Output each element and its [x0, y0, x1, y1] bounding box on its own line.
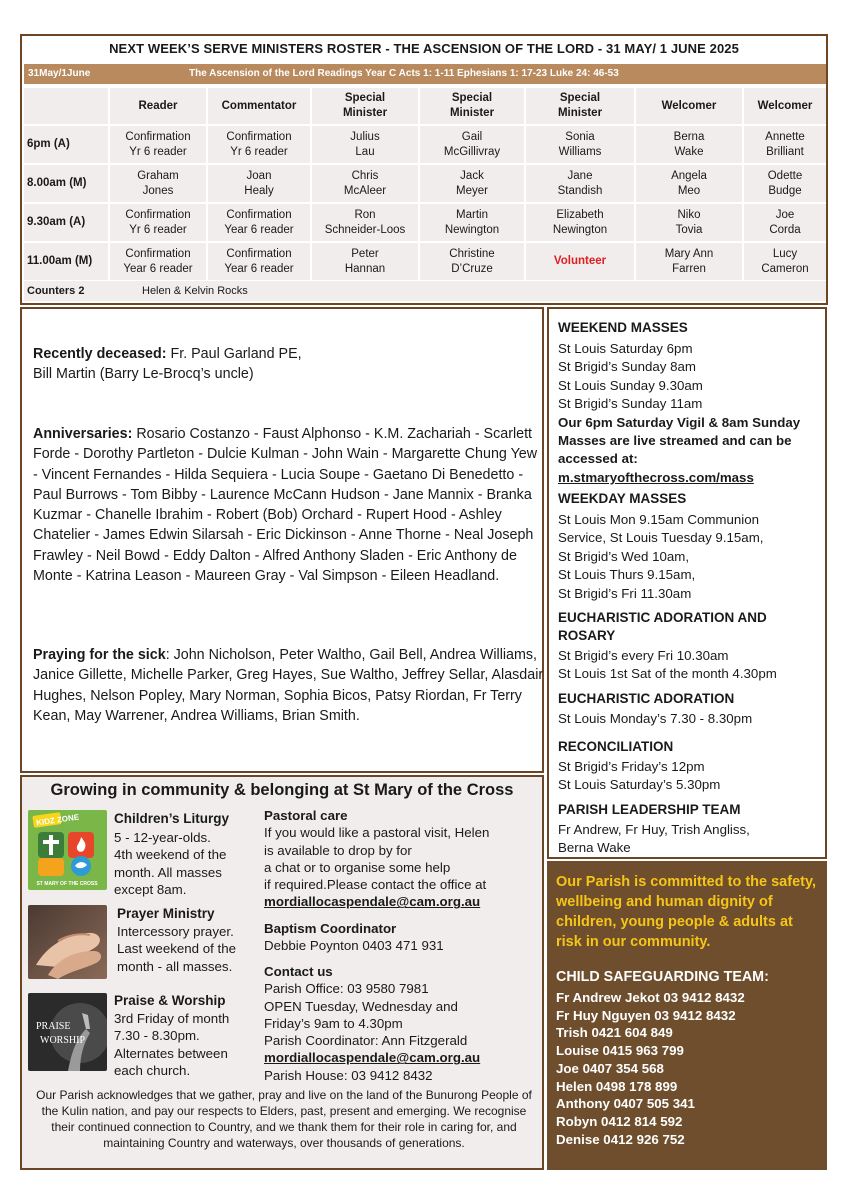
adoration-rosary-list: St Brigid’s every Fri 10.30am St Louis 1st Sat of the month 4.30pm [558, 648, 777, 682]
roster-cell: Confirmation Yr 6 reader [108, 126, 206, 163]
sick-label: Praying for the sick [33, 647, 166, 663]
roster-cell: Confirmation Yr 6 reader [206, 126, 310, 163]
anniversaries: Anniversaries: Rosario Costanzo - Faust Alphonso - K.M. Zachariah - Scarlett Forde - Dorothy Partleton - Dulcie Kulman - John Wain - Margarette Chung Yew - Vincent Fernandes - Hilda Sequiera - Lucia Soupe - Gaetano Di Benedetto - Paul Burrows - Tom Bibby - Laurence McCann Hudson - Jane Mannix - Branka Kuzmar - Chanelle Ibrahim - Robert (Bob) Orchard - Rupert Hood - Ashley Chatelier - James Edwin Silarsah - Eric Dickinson - Anne Thorne - Neal Joseph Frawley - Neil Bowd - Eddy Dalton - Alfred Anthony Sladen - Eric Anthony de Monte - Katrina Leason - Maureen Gray - Val Simpson - Eileen Headland. [33, 426, 538, 585]
community-box [20, 775, 544, 1170]
childrens-liturgy-text: 5 - 12-year-olds. 4th weekend of the month. All masses except 8am. [114, 830, 227, 897]
roster-cell: Chris McAleer [310, 165, 418, 202]
counters-label: Counters 2 [27, 285, 85, 297]
roster-title: NEXT WEEK’S SERVE MINISTERS ROSTER - THE ASCENSION OF THE LORD - 31 MAY/ 1 JUNE 2025 [109, 41, 739, 56]
pastoral-care-heading: Pastoral care [264, 808, 348, 823]
pastoral-care: Pastoral care If you would like a pastoral visit, Helen is available to drop by for a chat or to organise some help if required.Please contact the office at mordiallocaspendale@cam.org.au [264, 807, 544, 911]
adoration-time: St Louis Monday’s 7.30 - 8.30pm [558, 711, 753, 726]
roster-corner [24, 88, 108, 124]
table-row [24, 204, 826, 241]
counters-value: Helen & Kelvin Rocks [142, 285, 248, 297]
table-row [24, 165, 826, 202]
roster-cell: Christine D’Cruze [418, 243, 524, 280]
reconciliation-list: St Brigid’s Friday’s 12pm St Louis Saturday’s 5.30pm [558, 759, 721, 793]
roster-cell-volunteer: Volunteer [524, 243, 634, 280]
col-header-reader: Reader [108, 88, 206, 124]
roster-cell: Joe Corda [742, 204, 826, 241]
contact-heading: Contact us [264, 964, 333, 979]
reconciliation-heading: RECONCILIATION [558, 739, 674, 754]
list-item: Fr Andrew Jekot 03 9412 8432 [556, 990, 745, 1005]
roster-cell: Berna Wake [634, 126, 742, 163]
leadership-heading: PARISH LEADERSHIP TEAM [558, 802, 741, 817]
roster-cell: Julius Lau [310, 126, 418, 163]
leadership-list: Fr Andrew, Fr Huy, Trish Angliss, Berna Wake [558, 822, 750, 856]
roster-date: 31May/1June [28, 68, 91, 79]
roster-cell: Ron Schneider-Loos [310, 204, 418, 241]
roster-cell: Peter Hannan [310, 243, 418, 280]
safeguarding-box [547, 861, 827, 1170]
weekday-masses-heading: WEEKDAY MASSES [558, 491, 687, 506]
table-row [24, 126, 826, 163]
list-item: Denise 0412 926 752 [556, 1131, 685, 1147]
praise-worship-image [28, 993, 107, 1071]
row-time: 9.30am (A) [27, 216, 86, 228]
row-time: 11.00am (M) [27, 255, 93, 267]
svg-text:WORSHIP: WORSHIP [40, 1035, 86, 1046]
roster-cell: Confirmation Year 6 reader [206, 243, 310, 280]
praying-for-sick: Praying for the sick: John Nicholson, Peter Waltho, Gail Bell, Andrea Williams, Janice Gillette, Michelle Parker, Greg Hayes, Sue Waltho, Jeffrey Sellar, Alasdair Hughes, Nelson Popley, Mary Norman, Sophia Bicos, Patsy Riordan, Fr Terry Kean, May Warrener, Andrea Williams, Brian Smith. [33, 647, 544, 724]
prayer-ministry-heading: Prayer Ministry [117, 906, 215, 921]
svg-text:PRAISE: PRAISE [36, 1021, 71, 1032]
adoration-heading: EUCHARISTIC ADORATION [558, 691, 735, 706]
adoration-rosary-heading: EUCHARISTIC ADORATION AND ROSARY [558, 610, 767, 643]
roster-cell: Lucy Cameron [742, 243, 826, 280]
roster-cell: Graham Jones [108, 165, 206, 202]
roster-cell: Gail McGillivray [418, 126, 524, 163]
list-item: Anthony 0407 505 341 [556, 1096, 695, 1112]
roster-cell: Elizabeth Newington [524, 204, 634, 241]
list-item: Helen 0498 178 899 [556, 1078, 678, 1094]
col-header-special-minister-1: Special Minister [310, 88, 418, 124]
safeguarding-team-heading: CHILD SAFEGUARDING TEAM: [556, 969, 769, 985]
baptism-heading: Baptism Coordinator [264, 921, 397, 936]
contact-us: Contact us Parish Office: 03 9580 7981 OPEN Tuesday, Wednesday and Friday’s 9am to 4.30pm Parish Coordinator: Ann Fitzgerald mordiallocaspendale@cam.org.au Parish House: 03 9412 8432 [264, 963, 544, 1084]
svg-text:KIDZ ZONE: KIDZ ZONE [35, 812, 80, 828]
col-header-special-minister-3: Special Minister [524, 88, 634, 124]
roster-cell: Confirmation Yr 6 reader [108, 204, 206, 241]
roster-cell: Jane Standish [524, 165, 634, 202]
row-time: 8.00am (M) [27, 177, 87, 189]
table-row [24, 243, 826, 280]
list-item: Robyn 0412 814 592 [556, 1113, 683, 1129]
col-header-commentator: Commentator [206, 88, 310, 124]
roster-cell: Jack Meyer [418, 165, 524, 202]
roster-cell: Confirmation Year 6 reader [108, 243, 206, 280]
col-header-special-minister-2: Special Minister [418, 88, 524, 124]
childrens-liturgy-heading: Children’s Liturgy [114, 811, 230, 826]
row-time: 6pm (A) [27, 138, 70, 150]
roster-cell: Niko Tovia [634, 204, 742, 241]
roster-cell: Mary Ann Farren [634, 243, 742, 280]
weekend-masses-list: St Louis Saturday 6pm St Brigid’s Sunday 8am St Louis Sunday 9.30am St Brigid’s Sunday 11am Our 6pm Saturday Vigil & 8am Sunday Masses are live streamed and can be accessed at: m.stmaryofthecross.com/mass [558, 340, 823, 487]
list-item: Trish 0421 604 849 [556, 1025, 673, 1041]
roster-cell: Annette Brilliant [742, 126, 826, 163]
roster-cell: Joan Healy [206, 165, 310, 202]
list-item: Louise 0415 963 799 [556, 1043, 684, 1059]
roster-readings: The Ascension of the Lord Readings Year C Acts 1: 1-11 Ephesians 1: 17-23 Luke 24: 46-53 [189, 68, 619, 79]
weekend-masses-heading: WEEKEND MASSES [558, 320, 688, 335]
roster-readings-bar [24, 64, 826, 84]
livestream-note: Our 6pm Saturday Vigil & 8am Sunday Masses are live streamed and can be accessed at: [558, 414, 801, 467]
masses-box [547, 307, 827, 859]
safeguarding-team-list [556, 989, 745, 1148]
livestream-link[interactable]: m.stmaryofthecross.com/mass [558, 469, 754, 485]
prayer-hands-image [28, 905, 107, 979]
roster-cell: Confirmation Year 6 reader [206, 204, 310, 241]
contact-email-link[interactable]: mordiallocaspendale@cam.org.au [264, 1050, 481, 1066]
roster-table [20, 34, 828, 305]
col-header-welcomer-1: Welcomer [634, 88, 742, 124]
svg-text:ST MARY OF THE CROSS: ST MARY OF THE CROSS [36, 881, 98, 887]
roster-cell: Angela Meo [634, 165, 742, 202]
praise-worship-text: 3rd Friday of month 7.30 - 8.30pm. Alternates between each church. [114, 1011, 230, 1078]
counters-row [24, 281, 826, 301]
list-item: Joe 0407 354 568 [556, 1060, 664, 1076]
roster-cell: Sonia Williams [524, 126, 634, 163]
roster-cell: Odette Budge [742, 165, 826, 202]
country-acknowledgement: Our Parish acknowledges that we gather, pray and live on the land of the Bunurong People of the Kulin nation, and pay our respects to Elders, past, present and emerging. We recognise their continued connection to Country, and we thank them for their role in caring for, and maintaining Country and waterways, over thousands of generations. [36, 1088, 532, 1150]
baptism-coordinator: Baptism Coordinator Debbie Poynton 0403 471 931 [264, 921, 444, 954]
anniversaries-label: Anniversaries: [33, 426, 133, 442]
list-item: Fr Huy Nguyen 03 9412 8432 [556, 1007, 736, 1023]
roster-header-row [24, 88, 826, 124]
community-title: Growing in community & belonging at St Mary of the Cross [50, 781, 514, 799]
pastoral-email-link[interactable]: mordiallocaspendale@cam.org.au [264, 894, 481, 910]
roster-cell: Martin Newington [418, 204, 524, 241]
prayer-ministry-text: Intercessory prayer. Last weekend of the month - all masses. [117, 924, 237, 974]
praise-worship-heading: Praise & Worship [114, 993, 226, 1008]
weekday-masses-list: St Louis Mon 9.15am Communion Service, St Louis Tuesday 9.15am, St Brigid’s Wed 10am, St Louis Thurs 9.15am, St Brigid’s Fri 11.30am [558, 512, 764, 601]
notices-box [20, 307, 544, 773]
col-header-welcomer-2: Welcomer [742, 88, 826, 124]
recently-deceased: Recently deceased: Fr. Paul Garland PE, Bill Martin (Barry Le-Brocq’s uncle) [33, 346, 302, 383]
kidz-zone-image [28, 810, 107, 890]
deceased-label: Recently deceased: [33, 346, 167, 362]
safeguarding-commitment: Our Parish is committed to the safety, wellbeing and human dignity of children, young people & adults at risk in our community. [556, 874, 816, 950]
